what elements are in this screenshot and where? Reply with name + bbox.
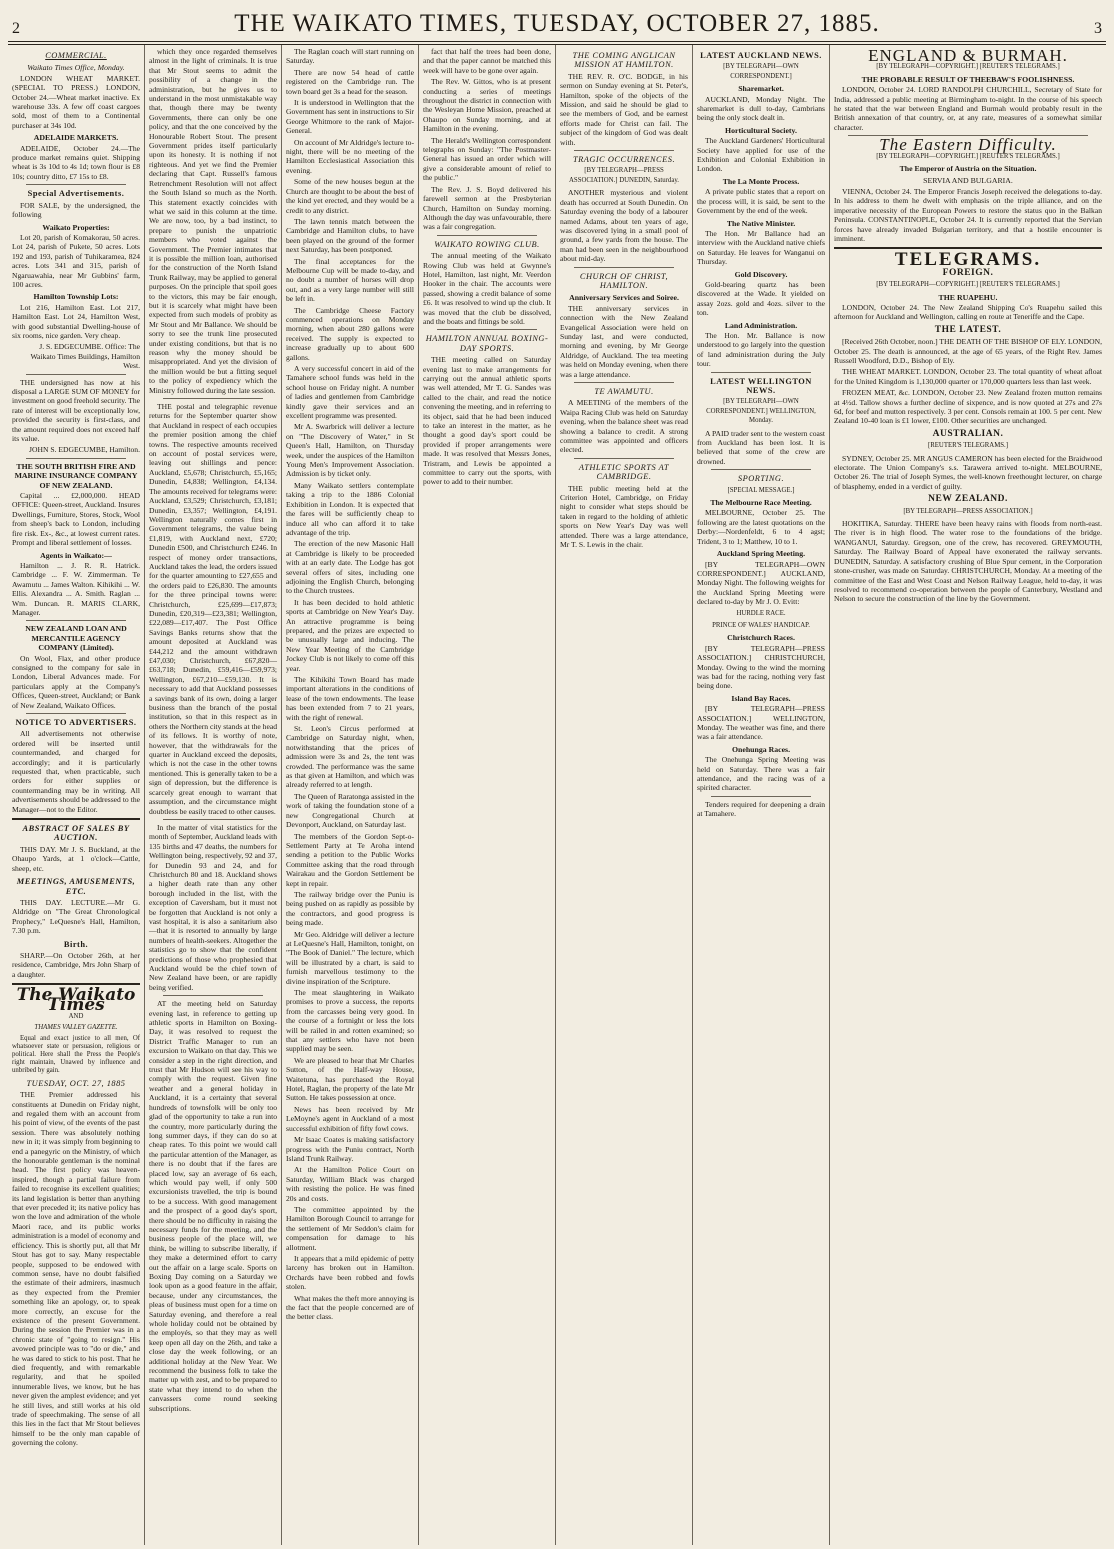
awamutu-text: A MEETING of the members of the Waipa Racing Club was held on Saturday evening, when the balance sheet was read showing a balance to credit. A strong committee was appointed and officers elected. — [560, 398, 688, 455]
onehunga-heading: Onehunga Races. — [731, 744, 791, 754]
gold-heading: Gold Discovery. — [734, 269, 788, 279]
auckland-spring-text: [BY TELEGRAPH—OWN CORRESPONDENT.] AUCKLAND, Monday Night. The following weights for the Auckland Spring Meeting were declared to-day by Mr J. O. Evitt: — [697, 559, 825, 607]
postal-returns-article: THE postal and telegraphic revenue returns for the September quarter show that Auckland in respect of each occupies the premier position among the chief towns. The respective amounts received on account of postal services were, leaving out shillings and pence: Auckland, £5,678; Christchurch, £5,165; Dunedin, £4,838; Wellington, £4,134. The amounts received for telegrams were: Auckland, £3,529; Christchurch, £3,181; Dunedin, £3,357; Wellington, £4,191. Wellington naturally comes first in Government telegrams, the value being £1,819, with Auckland next, £720; Dunedin £500, and Christchurch £246. In respect of money order transactions, Auckland takes the lead, the orders issued for the quarter amounting to £27,655 and the orders paid to £26,830. The amounts for the three principal towns were: Christchurch, £25,699—£17,873; Dunedin, £20,319—£23,381; Wellington, £22,089—£17,407. The Post Office Savings Banks returns show that the amount deposited at Auckland was £44,212 and the amount withdrawn £47,030; Christchurch, £67,820—£63,718; Dunedin, £59,416—£59,973; Wellington, £67,210—£59,130. It is necessary to add that Auckland possesses a savings bank of its own, doing a larger business than the branch of the postal institution, so that in this respect as in others the Northern city stands at the head of its fellows. It is worthy of note, however, that the withdrawals for the quarter in Auckland exceed the deposits, which is not the case in the other towns mentioned. This is generally taken to be a sign of depression, but the difference is scarcely great enough to warrant that assumption, and the circumstance might doubtless be easily traced to other causes. — [149, 402, 277, 816]
news-railway: The railway bridge over the Puniu is being pushed on as rapidly as possible by the contractors, and good progress is being made. — [286, 889, 414, 928]
divider — [711, 796, 811, 797]
wellington-text: A PAID trader sent to the western coast from Auckland has been lost. It is believed that some of the crew are drowned. — [697, 428, 825, 466]
sporting-telegraph: [SPECIAL MESSAGE.] — [727, 486, 795, 494]
sharemarket-heading: Sharemarket. — [738, 84, 784, 94]
money-advert: THE undersigned has now at his disposal a LARGE SUM OF MONEY for investment on good freehold security. The rate of interest will be exceptionally low, provided the security is first-class, and the amount required does not exceed half its value. — [12, 377, 141, 444]
news-slaughter: The meat slaughtering in Waikato promises to prove a success, the reports from the carcasses being very good. In the course of a fortnight or less the lots will be railed in and rotten examined; so that any settlers who have not been supplied may be seen. — [286, 988, 414, 1054]
tragic-heading: TRAGIC OCCURRENCES. — [572, 155, 676, 165]
prince-handicap-label: PRINCE OF WALES' HANDICAP. — [712, 621, 810, 629]
telegrams-heading: TELEGRAMS. — [894, 249, 1042, 271]
news-herald: The Herald's Wellington correspondent telegraphs on Sunday: "The Postmaster-General has issued an order which will give a considerable amount of relief to the public." — [423, 135, 551, 183]
athletic-heading: ATHLETIC SPORTS AT CAMBRIDGE. — [578, 462, 670, 482]
onehunga-text: The Onehunga Spring Meeting was held on Saturday. There was a fair attendance, and the racing was of a spirited character. — [697, 755, 825, 793]
divider — [163, 819, 263, 820]
news-lecture: Mr A. Swarbrick will deliver a lecture on "The Discovery of Water," in St Queen's Hall, Hamilton, on Thursday week, under the auspices of the Hamilton Young Men's Improvement Association. Admission is by ticket only. — [286, 422, 414, 479]
abstract-text: THIS DAY. Mr J. S. Buckland, at the Ohaupo Yards, at 1 o'clock—Cattle, sheep, etc. — [12, 844, 140, 873]
wheat-market-london: THE WHEAT MARKET. LONDON, October 23. The total quantity of wheat afloat for the United Kingdom is 1,130,000 quarter or 170,000 quarters less than last week. — [834, 367, 1102, 386]
nz-loan-text: On Wool, Flax, and other produce consigned to the company for sale in London, Liberal Advances made. For particulars apply at the Company's Offices, Queen-street, Auckland; or Bank of New Zealand, Waikato Offices. — [12, 653, 140, 710]
tragic-text: ANOTHER mysterious and violent death has occurred at South Dunedin. On Saturday evening the body of a labourer named Adams, about ten years of age, was discovered lying in a small pool of ground, a few yards from the house. The man had been seen in the neighbourhood about mid-day. — [560, 188, 688, 264]
news-queen: The Queen of Raratonga assisted in the work of taking the foundation stone of a new Congregational Church at Devonport, Auckland, on Saturday last. — [286, 791, 414, 830]
column-6 — [693, 45, 830, 1545]
rowing-text: The annual meeting of the Waikato Rowing Club was held at Gwynne's Hotel, Hamilton, last night, Mr. Veerdon Hooker in the chair. The accounts were passed, showing a credit balance of some £6. It was resolved to wind up the club. It was moved that the club be dissolved, and the boats and fittings be sold. — [423, 251, 551, 326]
properties-heading: Waikato Properties: — [42, 222, 110, 232]
divider — [574, 458, 674, 459]
leader-continued: which they once regarded themselves almost in the light of criminals. It is true that Mr Stout seems to admit the possibility of a change in the administration, but he gives us to understand in the most unmistakable way that, though there may be twenty Governments, there can only be one policy, and that the one conceived by the Honourable Robert Stout. The present Government prides itself particularly upon its honesty. It is nothing if not righteous. And yet we find the Premier declaring that Capt. Russell's famous Retrenchment Resolution will not affect the South Island so much as the North. This statement exactly coincides with what we said in this column at the time. We are now, too, by a bad instinct, to prepare to punish the unpatriotic members who voted against the Government. The Premier intimates that it is possible the million loan, authorised for the construction of the North Island Trunk Railway, may be applied to general purposes. On the principle that spoil goes to the victors, this may be fair enough, but it is scarcely what might have been expected from such models of probity as Mr Stout and Mr Ballance. We should be sorry to see the trunk line prosecuted under existing conditions, but that is no reason why the money should be misappropriated. And yet the division of the million would be but a fitting sequel to the policy of expediency which the Ministry followed during the late session. — [149, 47, 277, 395]
hurdle-race-label: HURDLE RACE. — [736, 609, 786, 617]
anglican-heading: THE COMING ANGLICAN MISSION AT HAMILTON. — [572, 51, 676, 70]
news-cheese-factory: The Cambridge Cheese Factory commenced operations on Monday morning, when about 280 gallons were received. The supply is expected to increase gradually up to about 600 gallons. — [286, 305, 414, 362]
boxing-sports-text: THE meeting called on Saturday evening last to make arrangements for carrying out the annual athletic sports was well attended, Mr T. G. Sandes was called to the chair, and read the notice convening the meeting, and in referring to its object, said that he had been induced to take an interest in the matter, as he thought a good day's sport could be provided if proper arrangements were made. It was resolved that Messrs Jones, Tristram, and Lewis be appointed a committee to carry out the sports, with power to add to their number. — [423, 355, 551, 487]
divider — [574, 267, 674, 268]
news-daniel-lecture: Mr Geo. Aldridge will deliver a lecture at LeQuesne's Hall, Hamilton, tonight, on "The Book of Daniel." The lecture, which will be illustrated by a chart, is said to furnish marvellous testimony to the divine inspiration of the Scripture. — [286, 929, 414, 986]
news-cattle: There are now 54 head of cattle registered on the Cambridge run. The town board get 3s a head for the season. — [286, 67, 414, 96]
news-gordon: The members of the Gordon Sept-o-Settlement Party at Te Aroha intend sending a petition to the Public Works Committee asking that the road through Wairakau and the Gordon Settlement be kept in repair. — [286, 831, 414, 888]
news-settlers: Many Waikato settlers contemplate taking a trip to the 1886 Colonial Exhibition in London. It is expected that the fares will be sufficiently cheap to induce all who can afford it to take advantage of the trip. — [286, 480, 414, 537]
latest-heading: THE LATEST. — [934, 324, 1002, 335]
england-burmah-heading: ENGLAND & BURMAH. — [868, 46, 1068, 65]
abstract-heading: ABSTRACT OF SALES BY AUCTION. — [22, 824, 130, 843]
divider — [26, 620, 126, 621]
melbourne-heading: The Melbourne Race Meeting. — [710, 498, 812, 508]
news-final-acceptances: The final acceptances for the Melbourne Cup will be made to-day, and no doubt a number of horses will drop out, and as a very large number will still be left in. — [286, 256, 414, 304]
news-presbyterian: The Rev. J. S. Boyd delivered his farewell sermon at the Presbyterian Church, Hamilton on Sunday morning. Although the day was unfavourable, there was a fair congregation. — [423, 184, 551, 232]
new-zealand-telegraph: [BY TELEGRAPH—PRESS ASSOCIATION.] — [903, 507, 1033, 515]
anglican-text: THE REV. R. O'C. BODGE, in his sermon on Sunday evening at St. Peter's, Hamilton, spoke of the objects of the Mission, and said he should be glad to see the members of God, and be earnest efforts made for Christ can fail. The subject of the kingdom of God was dealt with. — [560, 71, 688, 147]
sharemarket-text: AUCKLAND, Monday Night. The sharemarket is dull to-day, Cambrians being the only stock dealt in. — [697, 94, 825, 123]
boxing-day-article: AT the meeting held on Saturday evening last, in reference to getting up athletic sports in Hamilton on Boxing-Day, it was resolved to request the District Traffic Manager to run an excursion to Waikato on that day. This we consider a step in the right direction, and trust that Mr Hudson will see his way to comply with the request. Given fine weather and a general holiday in Auckland, it is a certainty that several hundreds of townsfolk will be only too glad of the opportunity to take a run into the country, more particularly during the long summer days, if they can do so at cheap rates. To this point we would call the particular attention of the Manager, as there is no doubt that if the fares are placed low, say an average of 6s each, which would pay well, if only 500 excursionists travelled, the trip is bound to be a success. With good management and the prospect of a good day's sport, there should be no difficulty in raising the necessary funds for the meeting, and the business people of the place will, we think, be willing to subscribe liberally, if they make a determined effort to carry out the affair on a large scale. Sports on Boxing Day coming on a Saturday we look upon as a good feature in the affair, because, under any circumstances, the pleas of business must open for a time on Saturday evening, and therefore a real whole holiday could not be obtained by the employés, so that they may as well keep open all day on the 26th, and take a close day the week following, or an additional holiday at the New Year. We recommend the business folk to take the matter up with zest, and to be prepared to state what they intend to do when the canvassers come round seeking subscriptions. — [149, 999, 277, 1413]
adelaide-heading: ADELAIDE MARKETS. — [33, 133, 119, 143]
column-3 — [282, 45, 419, 1545]
news-athletic: It has been decided to hold athletic sports at Cambridge on New Year's Day. An attractive programme is being prepared, and the prizes are expected to be unusually large and inducing. The New Year Meeting of the Cambridge Jockey Club is not likely to come off this year. — [286, 597, 414, 673]
divider — [574, 382, 674, 383]
divider — [437, 235, 537, 236]
column-5 — [556, 45, 693, 1545]
australian-telegraph: [REUTER'S TELEGRAMS.] — [927, 442, 1009, 450]
island-bay-text: [BY TELEGRAPH—PRESS ASSOCIATION.] WELLINGTON, Monday. The weather was fine, and there was a fair attendance. — [697, 704, 825, 742]
ruapehu-subheading: THE RUAPEHU. — [938, 292, 998, 302]
auckland-news-heading: LATEST AUCKLAND NEWS. — [700, 51, 822, 60]
tragic-telegraph: [BY TELEGRAPH—PRESS ASSOCIATION.] DUNEDIN, Saturday. — [569, 167, 679, 184]
christchurch-races-text: [BY TELEGRAPH—PRESS ASSOCIATION.] CHRISTCHURCH, Monday. Owing to the wind the morning was bad for the racing, nothing very fast being done. — [697, 643, 825, 691]
servia-subheading: SERVIA AND BULGARIA. — [923, 176, 1013, 186]
theebaw-subheading: THE PROBABLE RESULT OF THEEBAW'S FOOLISHNESS. — [861, 74, 1075, 84]
divider — [574, 150, 674, 151]
awamutu-heading: TE AWAMUTU. — [594, 387, 654, 396]
news-coates: Mr Isaac Coates is making satisfactory progress with the Puniu contract, North Island Trunk Railway. — [286, 1135, 414, 1163]
vital-statistics-article: In the matter of vital statistics for the month of September, Auckland leads with 135 births and 47 deaths, the numbers for Wellington being, respectively, 92 and 37, for Dunedin 93 and 24, and for Christchurch 80 and 18. Auckland shows a higher death rate than any other borough included in the list, with the exception of Caversham, but it must not be forgotten that Auckland is not only a vast hospital, it is also a sanitarium also—that it is resorted to annually by large numbers of health-seekers. Altogether the statistics go to show that the confident predictions of those who prophesied that Auckland would be the chief town of New Zealand have been, or are rapidly being verified. — [149, 822, 277, 992]
divider — [26, 458, 126, 459]
news-police: At the Hamilton Police Court on Saturday, William Black was charged with resisting the police. He was fined 20s and costs. — [286, 1165, 414, 1203]
news-raglan: The Raglan coach will start running on Saturday. — [286, 47, 414, 66]
emperor-subheading: The Emperor of Austria on the Situation. — [899, 164, 1037, 174]
wellington-news-heading: LATEST WELLINGTON NEWS. — [710, 376, 812, 395]
auckland-spring-heading: Auckland Spring Meeting. — [716, 549, 806, 559]
church-heading: CHURCH OF CHRIST, HAMILTON. — [579, 271, 669, 290]
news-epidemic: It appears that a mild epidemic of petty larceny has broken out in Hamilton. Orchards have been robbed and fowls stolen. — [286, 1253, 414, 1292]
paper-and: AND — [68, 1012, 84, 1020]
paper-title: The Waikato Times — [16, 985, 136, 1015]
australian-text: SYDNEY, October 25. MR ANGUS CAMERON has been elected for the Braidwood electorate. The Union Company's s.s. Tarawera arrived to-night. MELBOURNE, October 26. The trial of Joseph Symes, the well-known freethought lecturer, on charge of blasphemy, ended in a verdict of guilty. — [834, 453, 1102, 491]
page-number-right: 3 — [1094, 20, 1102, 37]
notice-text: All advertisements not otherwise ordered will be inserted until countermanded, and charged for accordingly; and it is particularly requested that, when practicable, such orders for either supplies or countermanding may be in writing. All advertisements should be addressed to the Manager—not to the Editor. — [12, 729, 140, 814]
divider — [26, 184, 126, 185]
la-monte-heading: The La Monte Process. — [722, 176, 800, 186]
divider — [26, 374, 126, 375]
divider — [711, 372, 811, 373]
christchurch-races-heading: Christchurch Races. — [727, 633, 795, 643]
column-7 — [830, 45, 1106, 1545]
paper-subtitle: THAMES VALLEY GAZETTE. — [34, 1024, 118, 1032]
masthead — [8, 8, 1106, 42]
news-aldridge: On account of Mr Aldridge's lecture to-night, there will be no meeting of the Hamilton Ecclesiastical Association this evening. — [286, 137, 414, 175]
gold-text: Gold-bearing quartz has been discovered at the Wade. It yielded on assay 2ozs. gold and 4ozs. silver to the ton. — [697, 279, 825, 318]
masthead-title: THE WAIKATO TIMES, TUESDAY, OCTOBER 27, 1885. — [234, 10, 880, 37]
column-4 — [419, 45, 556, 1545]
news-tennis: The lawn tennis match between the Cambridge and Hamilton clubs, to have been played on the ground of the former next Saturday, has been postponed. — [286, 216, 414, 255]
athletic-text: THE public meeting held at the Criterion Hotel, Cambridge, on Friday night to consider what steps should be taken in regard to the holding of athletic sports on New Year's Day was well attended. There was a large attendance, Mr T. S. Lewis in the chair. — [560, 483, 688, 550]
bishop-ely-text: [Received 26th October, noon.] THE DEATH OF THE BISHOP OF ELY. LONDON, October 25. The death is announced, at the age of 65 years, of the Right Rev. James Russell Woodford, D.D., Bishop of Ely. — [834, 337, 1102, 365]
news-annoying: What makes the theft more annoying is the fact that the people concerned are of the better class. — [286, 1293, 414, 1322]
news-masonic: The erection of the new Masonic Hall at Cambridge is likely to be proceeded with at an early date. The Lodge has got several offers of sites, including one adjoining the English Church, belonging to the Church trustees. — [286, 539, 414, 596]
wheat-market-text: LONDON WHEAT MARKET. (SPECIAL TO PRESS.) LONDON, October 24.—Wheat market inactive. Ex warehouse 33s. A few off coast cargoes sold, most of them to a Continental purchaser at 34s 10d. — [12, 73, 140, 130]
eastern-telegraph: [BY TELEGRAPH—COPYRIGHT.] [REUTER'S TELEGRAMS.] — [876, 152, 1060, 160]
special-ads-heading: Special Advertisements. — [27, 189, 125, 199]
news-royal-hotel: We are pleased to hear that Mr Charles Sutton, of the Half-way House, Waitetuna, has purchased the Royal Hotel, Raglan, the property of the late Mr Sutton. He takes possession at once. — [286, 1055, 414, 1103]
divider — [437, 329, 537, 330]
eastern-difficulty-heading: The Eastern Difficulty. — [879, 135, 1057, 155]
south-british-text: Capital ... £2,000,000. HEAD OFFICE: Queen-street, Auckland. Insures Dwellings, Furniture, Stores, Stock, Wool from sheep's back to London, including fire risk. Ex-, &c., at lowest current rates. Prompt and liberal settlement of losses. — [12, 491, 140, 548]
commercial-subheading: Waikato Times Office, Monday. — [27, 63, 125, 73]
tenders-text: Tenders required for deepening a drain at Tamahere. — [697, 799, 825, 819]
date-line: TUESDAY, OCT. 27, 1885 — [26, 1078, 126, 1088]
meetings-heading: MEETINGS, AMUSEMENTS, ETC. — [16, 877, 136, 896]
england-burmah-telegraph: [BY TELEGRAPH—COPYRIGHT.] [REUTER'S TELEGRAMS.] — [876, 63, 1060, 71]
hamilton-lots-text: Lot 216, Hamilton East. Lot 217, Hamilton East. Lot 24, Hamilton West, with good substantial Dwelling-house of six rooms, nice garden. Very cheap. — [12, 302, 140, 340]
hamilton-lots-heading: Hamilton Township Lots: — [33, 292, 119, 302]
page-number-left: 2 — [12, 20, 20, 37]
native-minister-text: The Hon. Mr Ballance had an interview with the Auckland native chiefs on Saturday. He leaves for Wanganui on Thursday. — [697, 228, 825, 267]
column-2 — [145, 45, 282, 1545]
news-houses: Some of the new houses begun at the Church are thought to be about the best of the kind yet erected, and they would be a credit to any district. — [286, 177, 414, 215]
meetings-text: THIS DAY. LECTURE.—Mr G. Aldridge on "The Great Chronological Prophecy," LeQuesne's Hall, Hamilton, 7.30 p.m. — [12, 897, 140, 936]
ruapehu-text: LONDON, October 24. The New Zealand Shipping Co's Ruapehu sailed this afternoon for Auckland and Wellington, calling en route at Teneriffe and the Cape. — [834, 302, 1102, 322]
news-circus: St. Leon's Circus performed at Cambridge on Saturday night, when, notwithstanding that the prices of admission were 3s and 2s, the tent was crowded. The performance was the same as that given at Hamilton, and which was already referred to at length. — [286, 724, 414, 790]
news-lemoyne: News has been received by Mr LeMoyne's agent in Auckland of a most successful exhibition of fifty fowl cows. — [286, 1104, 414, 1133]
news-committee: The committee appointed by the Hamilton Borough Council to arrange for the settlement of Mr Seddon's claim for compensation for damage to his allotment. — [286, 1204, 414, 1252]
boxing-sports-heading: HAMILTON ANNUAL BOXING-DAY SPORTS. — [425, 334, 549, 353]
la-monte-text: A private public states that a report on the process will, it is said, be sent to the Government by the end of the week. — [697, 187, 825, 216]
divider — [12, 818, 140, 820]
nz-loan-heading: NEW ZEALAND LOAN AND MERCANTILE AGENCY COMPANY (Limited). — [25, 624, 127, 653]
land-text: The Hon. Mr. Ballance is now understood to go largely into the question of land administration during the July tour. — [697, 330, 825, 369]
church-subheading: Anniversary Services and Soiree. — [569, 293, 679, 303]
adelaide-text: ADELAIDE, October 24.—The produce market remains quiet. Shipping wheat is 3s 10d to 4s 1d; town flour is £8 10s; country ditto, £7 15s to £8. — [12, 143, 140, 181]
news-paper: fact that half the trees had been done, and that the paper cannot be matched this week will have to be gone over again. — [423, 47, 551, 75]
news-gittos: The Rev. W. Gittos, who is at present conducting a series of meetings throughout the district in connection with the Wesleyan Home Mission, preached at Ohaupo on Sunday morning, and at Hamilton in the evening. — [423, 77, 551, 134]
edgecumbe-signature-2: JOHN S. EDGECUMBE, Hamilton. — [29, 445, 140, 455]
column-1 — [8, 45, 145, 1545]
agents-heading: Agents in Waikato:— — [40, 550, 112, 560]
divider — [711, 469, 811, 470]
wellington-telegraph: [BY TELEGRAPH—OWN CORRESPONDENT.] WELLINGTON, Monday. — [706, 398, 816, 425]
agents-text: Hamilton ... J. R. R. Hatrick. Cambridge ... F. W. Zimmerman. Te Awamutu ... James Walton. Kihikihi ... W. Ellis. Alexandra ... A. Smith. Raglan ... Wm. Duncan. R. MARIS CLARK, Manager. — [12, 560, 140, 617]
divider — [26, 713, 126, 714]
foreign-heading: FOREIGN. — [942, 267, 994, 278]
new-zealand-text: HOKITIKA, Saturday. THERE have been heavy rains with floods from north-east. The river is in high flood. The water rose to the foundations of the bridge. WANGANUI, Saturday. Gregson, one of the crew, has recovered. GREYMOUTH, Saturday. The Railway Board of Appeal have exonerated the railway servants. DUNEDIN, Saturday. A satisfactory crushing of Blue Spur cement, in the Corporation stone-crusher, was made on Saturday. CHRISTCHURCH, Monday. At a meeting of the committee of the East and West Coast and Nelson Railway League, held to-day, it was resolved to recommend co-operation between the people of Canterbury, Westland and Nelson to secure the construction of the line by the Government. — [834, 519, 1102, 604]
emperor-text: VIENNA, October 24. The Emperor Francis Joseph received the delegations to-day. In his address to them he dwelt with emphasis on the triple alliance, and on the imperative necessity of the European Powers to restore the status quo in the Balkan Peninsula. CONSTANTINOPLE, October 24. It is currently reported that the Servian forces have already invaded Bulgarian territory, and that a hostile encounter is imminent. — [834, 186, 1102, 243]
paper-motto: Equal and exact justice to all men, Of whatsoever state or persuasion, religious or political. Here shall the Press the People's right maintain, Unawed by influence and unbribed by gain. — [12, 1034, 140, 1074]
news-concert: A very successful concert in aid of the Tamahere school funds was held in the school house on Friday night. A number of ladies and gentlemen from Cambridge kindly gave their services and an excellent programme was presented. — [286, 364, 414, 421]
commercial-heading: COMMERCIAL. — [45, 51, 107, 60]
news-kihikihi: The Kihikihi Town Board has made important alterations in the conditions of lease of the town endowments. The lease has been extended from 7 to 21 years, with the right of renewal. — [286, 675, 414, 722]
church-text: THE anniversary services in connection with the New Zealand Evangelical Association were held on Sunday last, and were conducted, morning and evening, by Mr George Aldridge, of Auckland. The tea meeting was held on Monday evening, when there was a large attendance. — [560, 303, 688, 379]
horticultural-heading: Horticultural Society. — [725, 125, 797, 135]
divider — [163, 398, 263, 399]
foreign-telegraph: [BY TELEGRAPH—COPYRIGHT.] [REUTER'S TELEGRAMS.] — [876, 281, 1060, 289]
birth-heading: Birth. — [63, 939, 89, 949]
australian-heading: AUSTRALIAN. — [932, 428, 1004, 439]
leader-article: THE Premier addressed his constituents at Dunedin on Friday night, and regaled them with an account from his point of view, of the events of the past session. There was absolutely nothing new in it; it was simply from beginning to end a panegyric on the Ministry, of which the honourable gentleman is the nominal head. The first policy was heaven-inspired, though a partial failure from failed to recognise its excellent qualities; its land legislation is better than anything that ever preceded it; its native policy has won the love and admiration of the whole Maori race, and its public works administration is a model of economy and efficiency. This is shortly put, all that Mr Stout has got to say. Many respectable people, supposed to be endowed with common sense, have no doubt falsified the estimate of their admirers, inasmuch as they expected from the Premier something like an apology, or, to speak more correctly, an excuse for the existence of the present Government. During the session the Premier was in a chronic state of "going to resign." His avowed principle was to "do or die," and he was dared to stick to his post. That he died frequently, and with remarkable regularity, and that he spoiled innumerable lives, we know, but he has never given the amplest evidence; and yet he still lives, and still works at his old trade of speechmaking. The sense of all this lies in the fact that Mr Stout believes himself to be the only man capable of governing the colony. — [12, 1090, 140, 1448]
south-british-heading: THE SOUTH BRITISH FIRE AND MARINE INSURANCE COMPANY OF NEW ZEALAND. — [14, 461, 138, 490]
edgecumbe-signature: J. S. EDGECUMBE. Office: The Waikato Times Buildings, Hamilton West. — [30, 342, 140, 371]
properties-text: Lot 20, parish of Komakorau, 50 acres. Lot 24, parish of Pukete, 50 acres. Lots 192 and 193, parish of Tuhikaramea, 824 acres. Lots 341 and 315, parish of Ngaruawahia, near Mr Gubbins' farm, 100 acres. — [12, 232, 140, 289]
rowing-heading: WAIKATO ROWING CLUB. — [434, 239, 540, 249]
divider — [163, 995, 263, 996]
columns — [8, 45, 1106, 1545]
for-sale-intro: FOR SALE, by the undersigned, the following — [12, 200, 140, 220]
news-wellington: It is understood in Wellington that the Government has sent in instructions to Sir George Whitmore to the rank of Major-General. — [286, 98, 414, 136]
theebaw-text: LONDON, October 24. LORD RANDOLPH CHURCHILL, Secretary of State for India, addressed a public meeting at Birmingham to-night. In the course of his speech he stated that the war between England and Burmah would probably result in the British annexation of that country, or, at any rate, measures of a somewhat similar character. — [834, 85, 1102, 132]
melbourne-text: MELBOURNE, October 25. The following are the latest quotations on the Derby:—Nordenfeldt, 6 to 4 agst; Trident, 3 to 1; Matthew, 10 to 1. — [697, 508, 825, 546]
island-bay-heading: Island Bay Races. — [731, 693, 791, 703]
native-minister-heading: The Native Minister. — [726, 218, 796, 228]
frozen-meat-text: FROZEN MEAT, &c. LONDON, October 23. New Zealand frozen mutton remains at 4½d. Tallow shows a further decline of sixpence, and is now quoted at 27s and 27s 6d, for beef and mutton respectively. 3 per cent. Consols remain at 100. 5 per cent. New Zealand 10-40 loan is £1 lower, £100. Other securities are unchanged. — [834, 388, 1102, 426]
land-heading: Land Administration. — [724, 320, 798, 330]
birth-text: SHARP.—On October 26th, at her residence, Cambridge, Mrs John Sharp of a daughter. — [12, 950, 140, 979]
notice-heading: NOTICE TO ADVERTISERS. — [15, 718, 137, 727]
auckland-telegraph: [BY TELEGRAPH—OWN CORRESPONDENT.] — [723, 63, 799, 80]
horticultural-text: The Auckland Gardeners' Horticultural Society have applied for use of the Exhibition and Colonial Exhibition in London. — [697, 136, 825, 174]
sporting-heading: SPORTING. — [737, 474, 785, 484]
new-zealand-heading: NEW ZEALAND. — [928, 494, 1008, 505]
